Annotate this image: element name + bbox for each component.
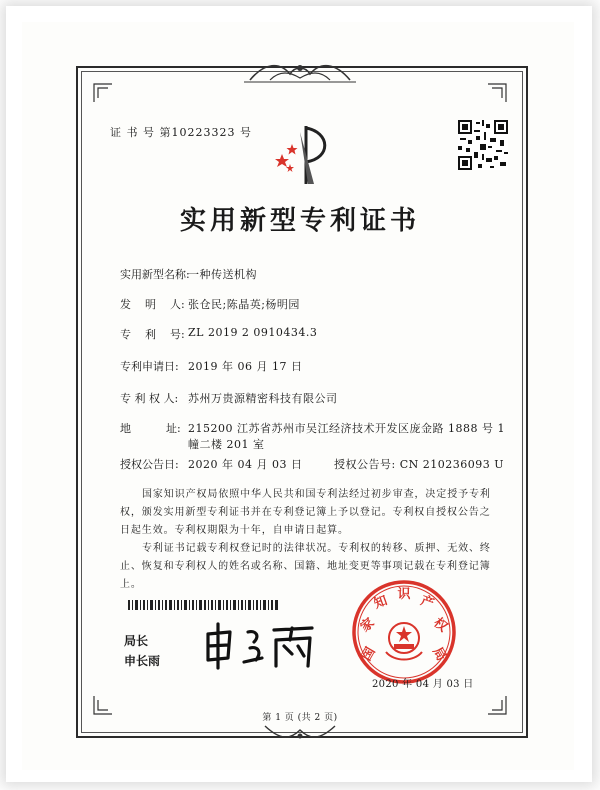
official-seal-icon (350, 578, 458, 686)
certificate-number: 证 书 号 第10223323 号 (110, 126, 252, 139)
svg-text:局: 局 (429, 644, 449, 664)
paragraph: 专利证书记载专利权登记时的法律状况。专利权的转移、质押、无效、终止、恢复和专利权人的姓名或名称、国籍、地址变更等事项记载在专利登记簿上。 (120, 543, 491, 590)
field-value: 2020 年 04 月 03 日 (188, 458, 303, 471)
field-patent-number (120, 326, 317, 342)
field-value: 215200 江苏省苏州市吴江经济技术开发区庞金路 1888 号 1 (188, 422, 505, 435)
field-grant-date (120, 456, 302, 472)
signatory-title: 局长 (124, 634, 149, 648)
field-value-line2: 幢二楼 201 室 (188, 438, 265, 451)
field-label: 发 明 人: (120, 298, 185, 311)
field-label: 地 址: (120, 422, 181, 435)
field-address (120, 420, 505, 451)
field-label: 专 利 权 人: (120, 392, 179, 405)
paragraph: 国家知识产权局依照中华人民共和国专利法经过初步审查，决定授予专利权，颁发实用新型专利证书并在专利登记簿上予以登记。专利权自授权公告之日起生效。专利权期限为十年，自申请日起算。 (120, 489, 491, 536)
field-label: 专 利 号: (120, 328, 185, 341)
patent-office-emblem-icon (270, 118, 336, 188)
publication-number: 授权公告号: CN 210236093 U (334, 458, 504, 471)
signatory-name: 申长雨 (124, 654, 161, 668)
field-label: 专利申请日: (120, 360, 179, 373)
field-application-date (120, 358, 302, 374)
field-value: 2019 年 06 月 17 日 (188, 360, 303, 373)
field-utility-model-name (120, 266, 257, 282)
svg-text:权: 权 (430, 615, 451, 636)
svg-text:产: 产 (418, 593, 436, 612)
svg-text:国: 国 (359, 644, 379, 664)
field-label: 实用新型名称: (120, 268, 190, 281)
svg-text:知: 知 (372, 593, 390, 612)
field-value: 苏州万贵源精密科技有限公司 (188, 392, 338, 405)
corner-ornament-icon (92, 82, 114, 104)
qr-code-icon (458, 120, 508, 170)
barcode-icon (128, 600, 278, 610)
handwritten-signature-icon (200, 620, 320, 670)
field-inventors (120, 296, 300, 312)
field-value: 张仓民;陈晶英;杨明园 (188, 298, 300, 311)
top-ornament-icon (240, 60, 360, 86)
svg-text:识: 识 (397, 587, 411, 602)
seal-date: 2020 年 04 月 03 日 (372, 679, 474, 690)
svg-text:家: 家 (357, 615, 378, 636)
bottom-ornament-icon (260, 722, 340, 742)
page-number: 第 1 页 (共 2 页) (262, 713, 338, 723)
field-label: 授权公告日: (120, 458, 179, 471)
field-value: 一种传送机构 (188, 268, 257, 281)
corner-ornament-icon (486, 82, 508, 104)
page-title: 实用新型专利证书 (179, 206, 420, 236)
field-value: ZL 2019 2 0910434.3 (188, 326, 318, 339)
field-patentee (120, 390, 338, 406)
